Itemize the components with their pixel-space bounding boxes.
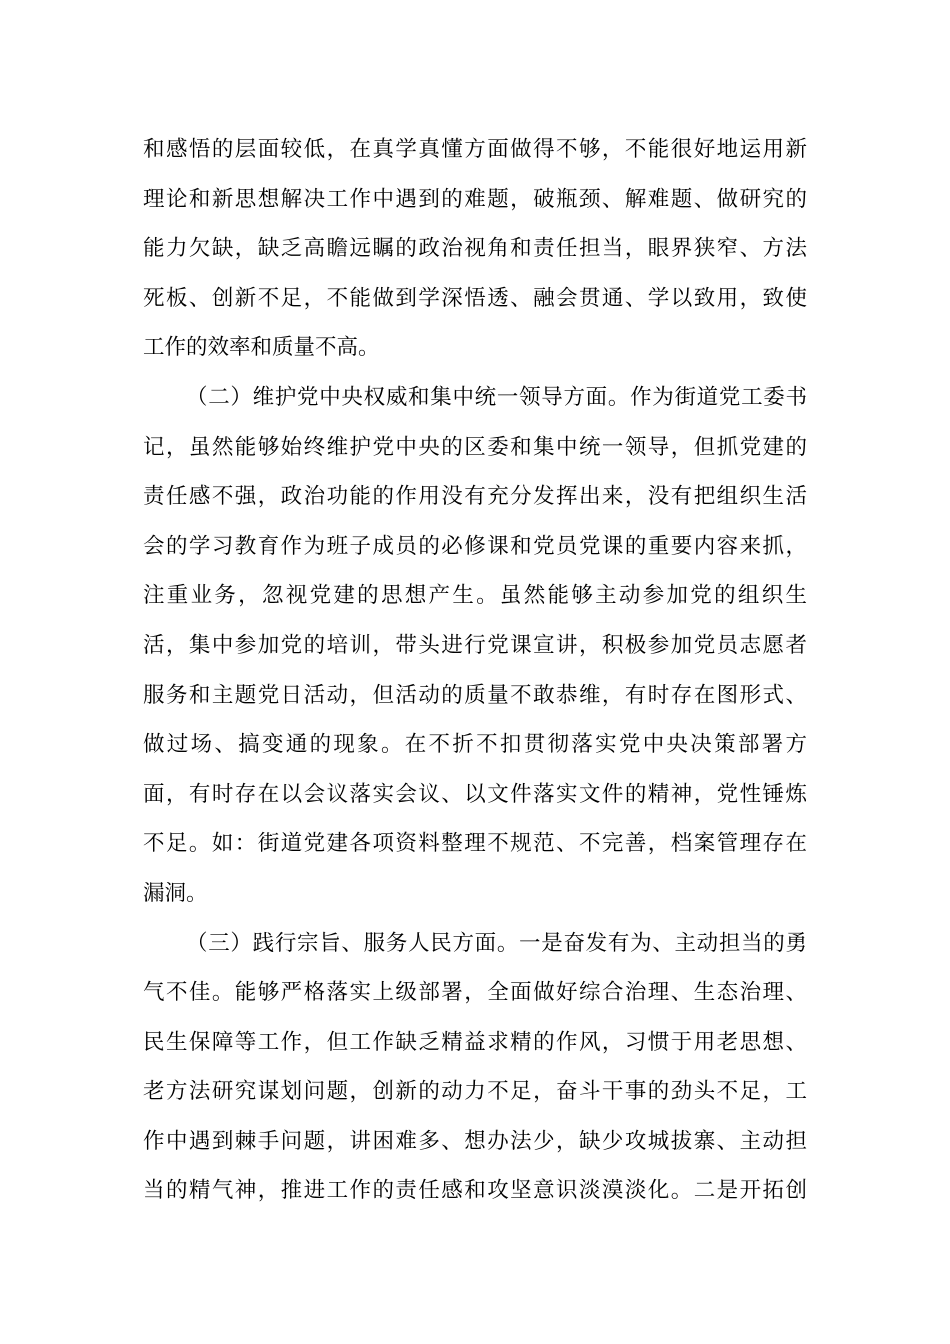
text-line: 理论和新思想解决工作中遇到的难题，破瓶颈、解难题、做研究的 xyxy=(143,186,807,212)
section-three-heading-line: （三）践行宗旨、服务人民方面。一是奋发有为、主动担当的勇 xyxy=(186,930,807,956)
text-line: 记，虽然能够始终维护党中央的区委和集中统一领导，但抓党建的 xyxy=(143,434,807,460)
text-line: 能力欠缺，缺乏高瞻远瞩的政治视角和责任担当，眼界狭窄、方法 xyxy=(143,236,807,262)
text-line: 民生保障等工作，但工作缺乏精益求精的作风，习惯于用老思想、 xyxy=(143,1029,807,1055)
text-line: 面，有时存在以会议落实会议、以文件落实文件的精神，党性锤炼 xyxy=(143,781,807,807)
text-line: 漏洞。 xyxy=(143,880,208,906)
text-line: 工作的效率和质量不高。 xyxy=(143,335,380,361)
text-line: 责任感不强，政治功能的作用没有充分发挥出来，没有把组织生活 xyxy=(143,484,807,510)
text-line: 和感悟的层面较低，在真学真懂方面做得不够，不能很好地运用新 xyxy=(143,137,807,162)
text-line: 作中遇到棘手问题，讲困难多、想办法少，缺少攻城拔寨、主动担 xyxy=(143,1128,807,1154)
text-line: 气不佳。能够严格落实上级部署，全面做好综合治理、生态治理、 xyxy=(143,980,807,1006)
document-body xyxy=(143,125,807,1216)
text-line: 死板、创新不足，不能做到学深悟透、融会贯通、学以致用，致使 xyxy=(143,285,807,311)
text-line: 当的精气神，推进工作的责任感和攻坚意识淡漠淡化。二是开拓创 xyxy=(143,1178,807,1204)
text-line: 老方法研究谋划问题，创新的动力不足，奋斗干事的劲头不足，工 xyxy=(143,1079,807,1105)
text-line: 服务和主题党日活动，但活动的质量不敢恭维，有时存在图形式、 xyxy=(143,682,807,708)
text-line: 活，集中参加党的培训，带头进行党课宣讲，积极参加党员志愿者 xyxy=(143,632,807,658)
text-line: 会的学习教育作为班子成员的必修课和党员党课的重要内容来抓， xyxy=(143,533,807,559)
text-line: 注重业务，忽视党建的思想产生。虽然能够主动参加党的组织生 xyxy=(143,583,807,609)
section-two-heading-line: （二）维护党中央权威和集中统一领导方面。作为街道党工委书 xyxy=(186,384,807,410)
text-line: 不足。如：街道党建各项资料整理不规范、不完善，档案管理存在 xyxy=(143,831,807,857)
text-line: 做过场、搞变通的现象。在不折不扣贯彻落实党中央决策部署方 xyxy=(143,732,807,758)
